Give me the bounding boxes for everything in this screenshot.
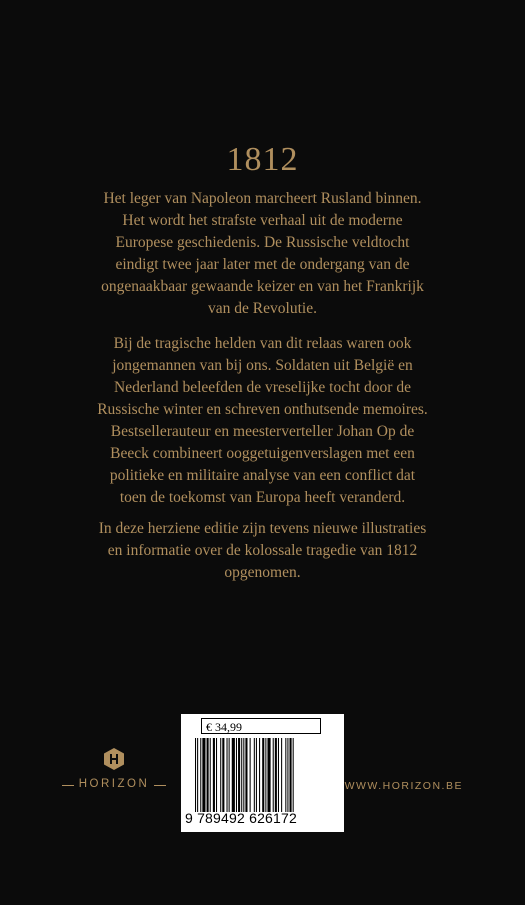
- barcode-bar: [232, 738, 235, 812]
- barcode-bar: [202, 738, 205, 812]
- barcode-bar: [265, 738, 266, 812]
- logo-rule-right: [154, 785, 166, 786]
- blurb-line: ongenaakbaar gewaande keizer en van het Frankrijk: [101, 278, 424, 295]
- price-tag: € 34,99: [201, 718, 321, 734]
- barcode-bar: [222, 738, 224, 812]
- barcode-bar: [250, 738, 251, 812]
- blurb-line: van de Revolutie.: [208, 300, 317, 317]
- blurb-paragraph-2: [60, 333, 465, 509]
- publisher-name: HORIZON: [78, 778, 150, 790]
- barcode-bar: [227, 738, 228, 812]
- blurb-line: en informatie over de kolossale tragedie van 1812: [107, 542, 418, 559]
- blurb-line: Beeck combineert ooggetuigenverslagen met een: [110, 445, 415, 462]
- publisher-logo: [62, 748, 166, 798]
- barcode-bar: [285, 738, 286, 812]
- barcode-bar: [236, 738, 237, 812]
- blurb-line: eindigt twee jaar later met de ondergang van de: [115, 256, 410, 273]
- barcode-bar: [200, 738, 201, 812]
- barcode-label: [181, 714, 344, 832]
- isbn-number: 9 789492 626172: [185, 810, 297, 826]
- barcode-bar: [213, 738, 215, 812]
- barcode-bar: [243, 738, 244, 812]
- barcode-bar: [281, 738, 282, 812]
- barcode-bar: [207, 738, 209, 812]
- barcode-bar: [267, 738, 270, 812]
- book-title: 1812: [226, 141, 299, 178]
- blurb-line: Russische winter en schreven onthutsende memoires.: [97, 401, 428, 418]
- barcode-bar: [229, 738, 230, 812]
- blurb-paragraph-3: [60, 518, 465, 584]
- barcode-bar: [262, 738, 264, 812]
- barcode-bar: [216, 738, 217, 812]
- barcode-bar: [259, 738, 260, 812]
- barcode-bar: [287, 738, 288, 812]
- barcode-bar: [241, 738, 242, 812]
- barcode-bar: [210, 738, 211, 812]
- barcode-bar: [254, 738, 255, 812]
- blurb-line: Bij de tragische helden van dit relaas waren ook: [113, 335, 412, 352]
- barcode-bar: [238, 738, 240, 812]
- barcode-bars: [195, 738, 331, 812]
- blurb-line: Nederland beleefden de vreselijke tocht door de: [114, 379, 411, 396]
- barcode-bar: [293, 738, 294, 812]
- blurb-line: opgenomen.: [224, 564, 301, 581]
- barcode-bar: [195, 738, 196, 812]
- barcode-bar: [278, 738, 279, 812]
- blurb-line: politieke en militaire analyse van een conflict dat: [109, 467, 416, 484]
- blurb-line: In deze herziene editie zijn tevens nieuwe illustraties: [98, 520, 427, 537]
- barcode-bar: [245, 738, 247, 812]
- barcode-bar: [220, 738, 221, 812]
- blurb-line: toen de toekomst van Europa heeft veranderd.: [119, 489, 406, 506]
- barcode-bar: [273, 738, 274, 812]
- blurb-paragraph-1: [60, 188, 465, 320]
- hexagon-h-icon: [104, 748, 124, 770]
- publisher-website: WWW.HORIZON.BE: [344, 780, 463, 792]
- blurb-line: Het wordt het strafste verhaal uit de moderne: [122, 212, 403, 229]
- blurb-line: Europese geschiedenis. De Russische veldtocht: [115, 234, 410, 251]
- blurb-line: jongemannen van bij ons. Soldaten uit België en: [112, 357, 413, 374]
- barcode-bar: [197, 738, 198, 812]
- blurb-line: Bestsellerauteur en meesterverteller Johan Op de: [110, 423, 415, 440]
- barcode-bar: [290, 738, 292, 812]
- barcode-bar: [256, 738, 257, 812]
- barcode-bar: [275, 738, 277, 812]
- blurb-line: Het leger van Napoleon marcheert Rusland binnen.: [103, 190, 422, 207]
